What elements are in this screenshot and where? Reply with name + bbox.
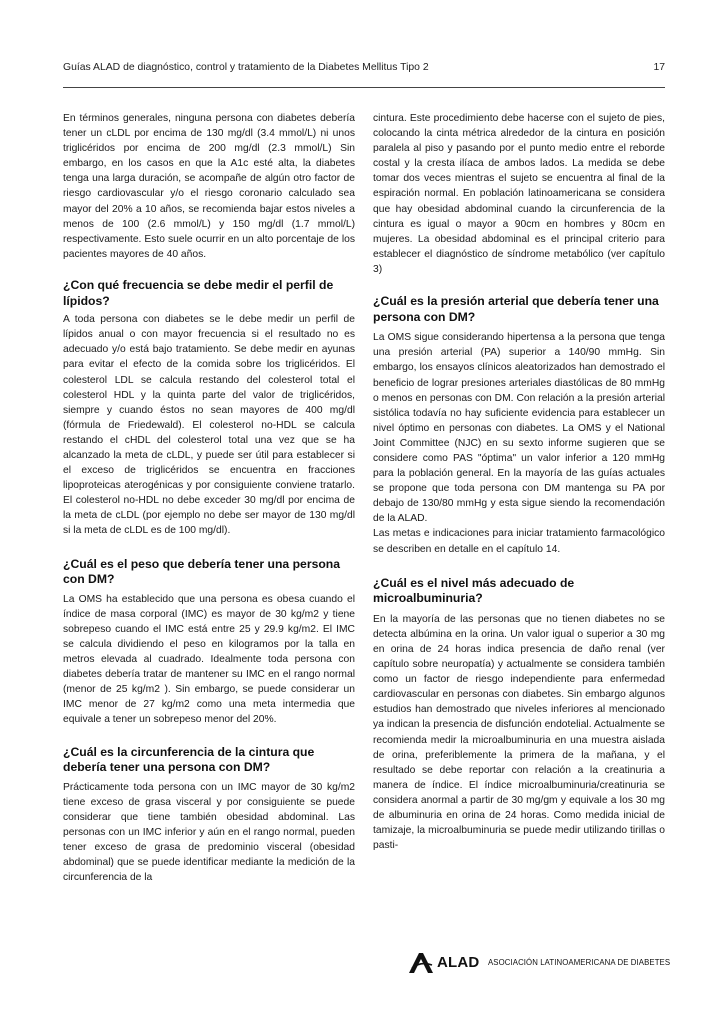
goals-paragraph: Las metas e indicaciones para iniciar tratamiento farmacológico se describen en detalle en el capítulo 14.	[373, 528, 665, 555]
microalbuminuria-paragraph: En la mayoría de las personas que no tienen diabetes no se detecta albúmina en la orina. Un valor igual o superior a 30 mg en orina de 24 horas indica presencia de daño renal (ver capítulo sobre neuropatía) y actualmente se considera también como un factor de riesgo independiente para enfermedad cardiovascular en personas con diabetes. Sin embargo algunos estudios han demostrado que niveles inferiores al mencionado ya indican la presencia de disfunción endotelial. Actualmente se recomienda medir la microalbuminuria en una muestra aislada de orina, preferiblemente la primera de la mañana, y el resultado se debe reportar con relación a la creatinuria a manera de índice. El índice microalbuminuria/creatinuria se considera anormal a partir de 30 mg/gm y equivale a los 30 mg de albuminuria en orina de 24 horas. Como medida inicial de tamizaje, la microalbuminuria se puede medir utilizando tirillas o pasti-	[373, 613, 665, 852]
weight-paragraph: La OMS ha establecido que una persona es obesa cuando el índice de masa corporal (IMC) es mayor de 30 kg/m2 y tiene sobrepeso cuando el IMC está entre 25 y 29.9 kg/m2. El IMC se calcula dividiendo el peso en kilogramos por la talla en metros elevada al cuadrado. Idealmente toda persona con diabetes debería tratar de mantener su IMC en el rango normal (menor de 25 kg/m2 ). Sin embargo, se puede considerar un IMC menor de 27 kg/m2 como una meta intermedia que equivale a tener un sobrepeso menor del 20%.	[63, 593, 355, 726]
intro-paragraph: En términos generales, ninguna persona con diabetes debería tener un cLDL por encima de 130 mg/dl (3.4 mmol/L) ni unos triglicéridos por encima de 200 mg/dl (2.3 mmol/L) Sin embargo, en los casos en que la A1c esté alta, la diabetes tenga una larga duración, se acompañe de algún otro factor de riesgo cardiovascular y/o el riesgo coronario calculado sea mayor del 20% a 10 años, se recomienda bajar estos niveles a menos de 100 (2.6 mmol/L) y 150 mg/dl (1.7 mmol/L) respectivamente. Esto suele ocurrir en un alto porcentaje de los pacientes mayores de 40 años.	[63, 113, 355, 260]
left-column	[63, 111, 355, 885]
alad-logo-icon	[407, 952, 435, 974]
waist-paragraph: Prácticamente toda persona con un IMC mayor de 30 kg/m2 tiene exceso de grasa visceral y por consiguiente se puede considerar que tiene también obesidad abdominal. Las personas con un IMC inferior y aún en el rango normal, pueden tener exceso de grasa de predominio visceral (obesidad abdominal) que se puede identificar mediante la medición de la circunferencia de la	[63, 781, 355, 884]
association-name: ASOCIACIÓN LATINOAMERICANA DE DIABETES	[488, 958, 671, 967]
heading-lipid-frequency: ¿Con qué frecuencia se debe medir el perfil de lípidos?	[63, 277, 334, 308]
lipid-paragraph: A toda persona con diabetes se le debe medir un perfil de lípidos anual o con mayor frecuencia si el resultado no es adecuado y/o está bajo tratamiento. Se debe medir en ayunas para evitar el efecto de la comida sobre los triglicéridos. El colesterol LDL se calcula restando del colesterol total el colesterol HDL y la quinta parte del valor de triglicéridos, siempre y cuando éstos no sean mayores de 400 mg/dl (fórmula de Friedewald). El colesterol no-HDL se calcula restando el cHDL del colesterol total una vez que se ha alcanzado la meta de cLDL, y puede ser útil para establecer si el exceso de triglicéridos se encuentra en fracciones lipoproteicas aterogénicas y por consiguiente conviene tratarlo. El colesterol no-HDL no debe exceder 30 mg/dl por encima de la meta de cLDL (por ejemplo no debe ser mayor de 130 mg/dl si la meta de cLDL es de 100 mg/dl).	[63, 314, 355, 537]
heading-waist: ¿Cuál es la circunferencia de la cintura que debería tener una persona con DM?	[63, 744, 315, 775]
waist-continued-paragraph: cintura. Este procedimiento debe hacerse con el sujeto de pies, colocando la cinta métrica alrededor de la cintura en posición paralela al piso y pasando por el punto medio entre el reborde costal y la cresta ilíaca de ambos lados. La medida se debe tomar dos veces mientras el sujeto se encuentra al final de la espiración normal. En población latinoamericana se considera que hay obesidad abdominal cuando la circunferencia de la cintura es igual o mayor a 90cm en hombres y 80cm en mujeres. La obesidad abdominal es el principal criterio para establecer el diagnóstico de síndrome metabólico (ver capítulo 3)	[373, 113, 665, 275]
brand-name: ALAD	[437, 954, 480, 971]
header-divider	[63, 87, 665, 88]
right-column	[373, 111, 665, 853]
heading-blood-pressure: ¿Cuál es la presión arterial que debería tener una persona con DM?	[373, 294, 659, 324]
heading-weight: ¿Cuál es el peso que debería tener una persona con DM?	[63, 556, 341, 587]
blood-pressure-paragraph: La OMS sigue considerando hipertensa a la persona que tenga una presión arterial (PA) superior a 140/90 mmHg. Sin embargo, los ensayos clínicos aleatorizados han demostrado el beneficio de lograr presiones arteriales diastólicas de 80 mmHg o menos en personas con DM. Con relación a la presión arterial sistólica todavía no hay suficiente evidencia para establecer un nivel óptimo en personas con diabetes. La OMS y el National Joint Committee (NJC) en su sexto informe sugieren que se considere como PAS "óptima" un valor inferior a 120 mmHg para la población general. En la mayoría de las guías actuales se propone que toda persona con DM mantenga su PA por debajo de 130/80 mmHg y esta sigue siendo la recomendación de la ALAD.	[373, 332, 665, 525]
page-number: 17	[653, 62, 665, 73]
header-title: Guías ALAD de diagnóstico, control y tratamiento de la Diabetes Mellitus Tipo 2	[63, 62, 429, 73]
heading-microalbuminuria: ¿Cuál es el nivel más adecuado de microalbuminuria?	[373, 575, 575, 606]
page-header	[63, 62, 665, 78]
